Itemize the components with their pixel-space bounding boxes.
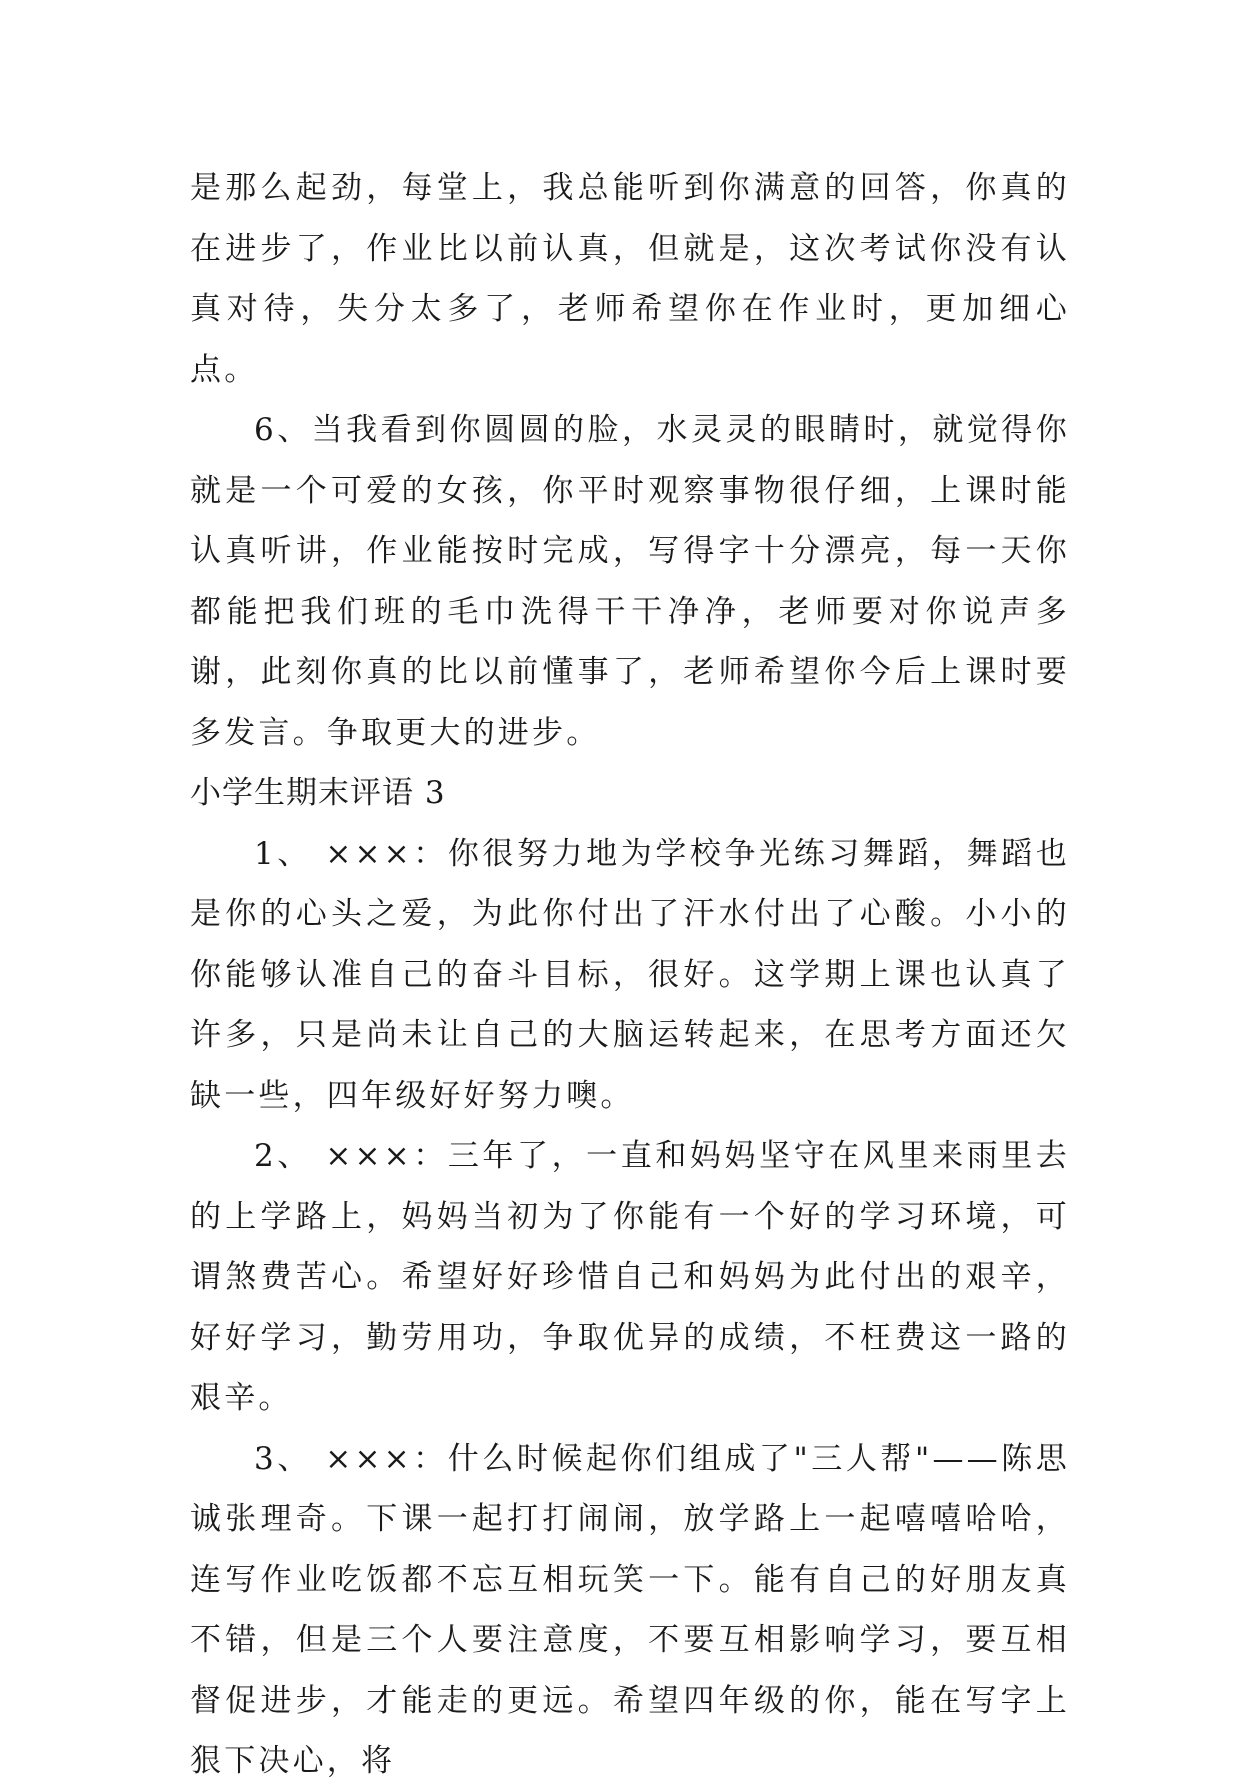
paragraph-comment-3: 3、 ×××：什么时候起你们组成了"三人帮"——陈思诚张理奇。下课一起打打闹闹，放学路上一起嘻嘻哈哈，连写作业吃饭都不忘互相玩笑一下。能有自己的好朋友真不错，但是三个人要注意度，不要互相影响学习，要互相督促进步，才能走的更远。希望四年级的你，能在写字上狠下决心，将 (190, 1440, 1070, 1779)
paragraph-continuation: 是那么起劲，每堂上，我总能听到你满意的回答，你真的在进步了，作业比以前认真，但就是，这次考试你没有认真对待，失分太多了，老师希望你在作业时，更加细心点。 (190, 170, 1070, 388)
paragraph-comment-2: 2、 ×××：三年了，一直和妈妈坚守在风里来雨里去的上学路上，妈妈当初为了你能有一个好的学习环境，可谓煞费苦心。希望好好珍惜自己和妈妈为此付出的艰辛，好好学习，勤劳用功，争取优异的成绩，不枉费这一路的艰辛。 (190, 1138, 1070, 1416)
paragraph-comment-6: 6、当我看到你圆圆的脸，水灵灵的眼睛时，就觉得你就是一个可爱的女孩，你平时观察事物很仔细，上课时能认真听讲，作业能按时完成，写得字十分漂亮，每一天你都能把我们班的毛巾洗得干干净净，老师要对你说声多谢，此刻你真的比以前懂事了，老师希望你今后上课时要多发言。争取更大的进步。 (190, 412, 1070, 751)
section-heading: 小学生期末评语 3 (190, 775, 446, 811)
paragraph-comment-1: 1、 ×××：你很努力地为学校争光练习舞蹈，舞蹈也是你的心头之爱，为此你付出了汗水付出了心酸。小小的你能够认准自己的奋斗目标，很好。这学期上课也认真了许多，只是尚未让自己的大脑运转起来，在思考方面还欠缺一些，四年级好好努力噢。 (190, 835, 1070, 1114)
document-body (190, 158, 1070, 1792)
